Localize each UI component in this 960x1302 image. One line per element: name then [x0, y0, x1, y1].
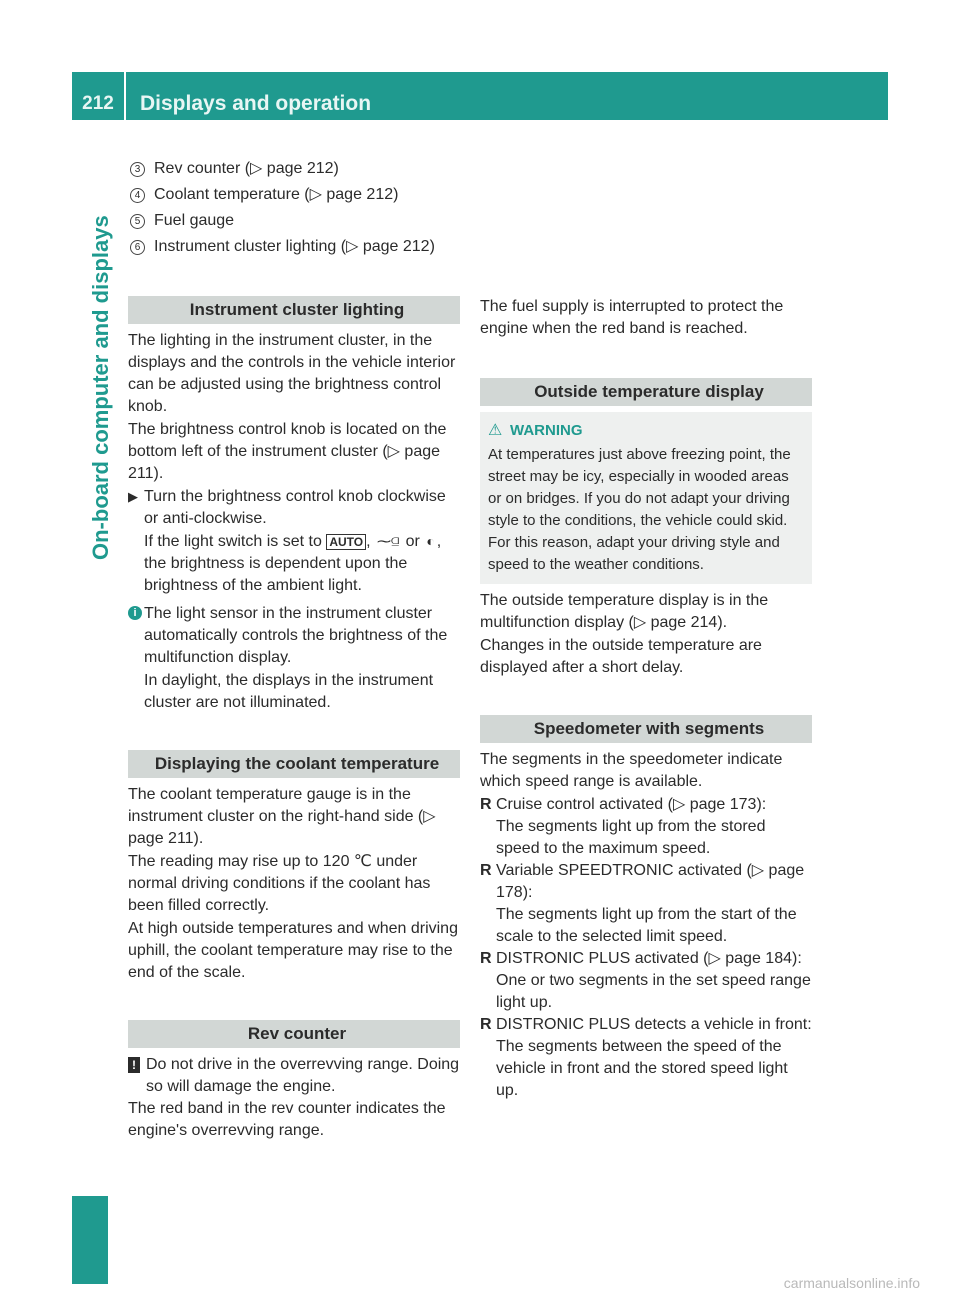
section-heading-rev: Rev counter — [128, 1020, 460, 1048]
caution-text: Do not drive in the overrevving range. Doing so will damage the engine. — [146, 1056, 460, 1095]
legend-item — [128, 208, 460, 234]
outside-paragraph-1: The outside temperature display is in the multifunction display (▷ page 214). — [480, 592, 769, 631]
warning-box — [480, 412, 812, 584]
speedo-paragraph-1: The segments in the speedometer indicate which speed range is available. — [480, 751, 783, 790]
bullet-icon: R — [480, 950, 492, 967]
action-sub-after: , the brightness is dependent upon the brightness of the ambient light. — [144, 533, 442, 594]
info-text-2: In daylight, the displays in the instrument cluster are not illuminated. — [144, 672, 434, 711]
list-item-title: Variable SPEEDTRONIC activated (▷ page 178): — [496, 862, 805, 901]
list-item-text: The segments light up from the stored speed to the maximum speed. — [496, 818, 766, 857]
left-column — [128, 156, 460, 1143]
lighting-paragraph-2: The brightness control knob is located on the bottom left of the instrument cluster (▷ page 211). — [128, 421, 447, 482]
action-text: Turn the brightness control knob clockwise or anti-clockwise. — [144, 488, 446, 527]
warning-title — [488, 420, 804, 442]
fuel-paragraph: The fuel supply is interrupted to protect the engine when the red band is reached. — [480, 298, 784, 337]
or-text: or — [405, 533, 420, 550]
list-item-text: The segments light up from the start of the scale to the selected limit speed. — [496, 906, 797, 945]
list-item — [480, 1014, 812, 1102]
legend-item — [128, 156, 460, 182]
header-divider — [124, 72, 126, 120]
rev-paragraph-1: The red band in the rev counter indicates the engine's overrevving range. — [128, 1100, 446, 1139]
caution-note — [128, 1054, 460, 1098]
dipped-beam-icon: ◐ — [426, 533, 435, 549]
chapter-title: On-board computer and displays — [88, 215, 113, 560]
legend-item — [128, 234, 460, 260]
list-item-title: DISTRONIC PLUS detects a vehicle in front: — [496, 1016, 812, 1033]
legend-number-icon: 5 — [130, 214, 145, 229]
bullet-icon: R — [480, 1016, 492, 1033]
legend-item — [128, 182, 460, 208]
section-heading-lighting: Instrument cluster lighting — [128, 296, 460, 324]
list-item-title: Cruise control activated (▷ page 173): — [496, 796, 767, 813]
info-note — [128, 603, 460, 714]
action-step — [128, 486, 460, 597]
warning-label: WARNING — [510, 422, 583, 439]
bullet-icon: R — [480, 796, 492, 813]
right-column — [480, 296, 812, 1102]
section-heading-speedo: Speedometer with segments — [480, 715, 812, 743]
coolant-paragraph-3: At high outside temperatures and when driving uphill, the coolant temperature may rise to the end of the scale. — [128, 920, 458, 981]
page-header — [72, 72, 888, 120]
page-title: Displays and operation — [140, 92, 372, 115]
section-heading-coolant: Displaying the coolant temperature — [128, 750, 460, 778]
legend-text: Rev counter (▷ page 212) — [154, 160, 339, 177]
bullet-icon: R — [480, 862, 492, 879]
section-heading-outside: Outside temperature display — [480, 378, 812, 406]
chapter-tab — [72, 1196, 108, 1284]
list-item-text: The segments between the speed of the vehicle in front and the stored speed light up. — [496, 1038, 788, 1099]
page-number: 212 — [82, 93, 114, 114]
parking-light-icon: ⁓⫑ — [376, 533, 400, 549]
auto-light-icon: AUTO — [326, 534, 366, 550]
action-subtext: If the light switch is set to AUTO , ⁓⫑ or ◐ , the brightness is dependent upon the brightness of the ambient light. — [144, 530, 460, 597]
list-item-title: DISTRONIC PLUS activated (▷ page 184): — [496, 950, 802, 967]
legend-text: Fuel gauge — [154, 212, 235, 229]
list-item-text: One or two segments in the set speed range light up. — [496, 972, 811, 1011]
lighting-paragraph-1: The lighting in the instrument cluster, in the displays and the controls in the vehicle interior can be adjusted using the brightness control knob. — [128, 332, 456, 415]
coolant-paragraph-2: The reading may rise up to 120 ℃ under normal driving conditions if the coolant has been filled correctly. — [128, 853, 431, 914]
list-item — [480, 794, 812, 860]
action-sub-before: If the light switch is set to — [144, 533, 322, 550]
legend-number-icon: 3 — [130, 162, 145, 177]
outside-paragraph-2: Changes in the outside temperature are displayed after a short delay. — [480, 637, 762, 676]
info-icon: i — [128, 606, 142, 620]
watermark: carmanualsonline.info — [783, 1275, 920, 1291]
legend-number-icon: 6 — [130, 240, 145, 255]
coolant-paragraph-1: The coolant temperature gauge is in the instrument cluster on the right-hand side (▷ page 211). — [128, 786, 436, 847]
legend-text: Instrument cluster lighting (▷ page 212) — [154, 238, 435, 255]
exclamation-icon: ! — [128, 1057, 140, 1073]
arrow-right-icon: ▶ — [128, 489, 138, 504]
list-item — [480, 860, 812, 948]
warning-triangle-icon: ⚠ — [488, 422, 503, 439]
list-item — [480, 948, 812, 1014]
legend-number-icon: 4 — [130, 188, 145, 203]
info-text-1: The light sensor in the instrument cluster automatically controls the brightness of the multifunction display. — [144, 605, 448, 666]
legend-text: Coolant temperature (▷ page 212) — [154, 186, 399, 203]
chapter-side-title — [86, 160, 116, 560]
warning-text: At temperatures just above freezing point, the street may be icy, especially in wooded areas or on bridges. If you do not adapt your driving style to the conditions, the vehicle could skid. For this reason, adapt your driving style and speed to the weather conditions. — [488, 446, 791, 573]
